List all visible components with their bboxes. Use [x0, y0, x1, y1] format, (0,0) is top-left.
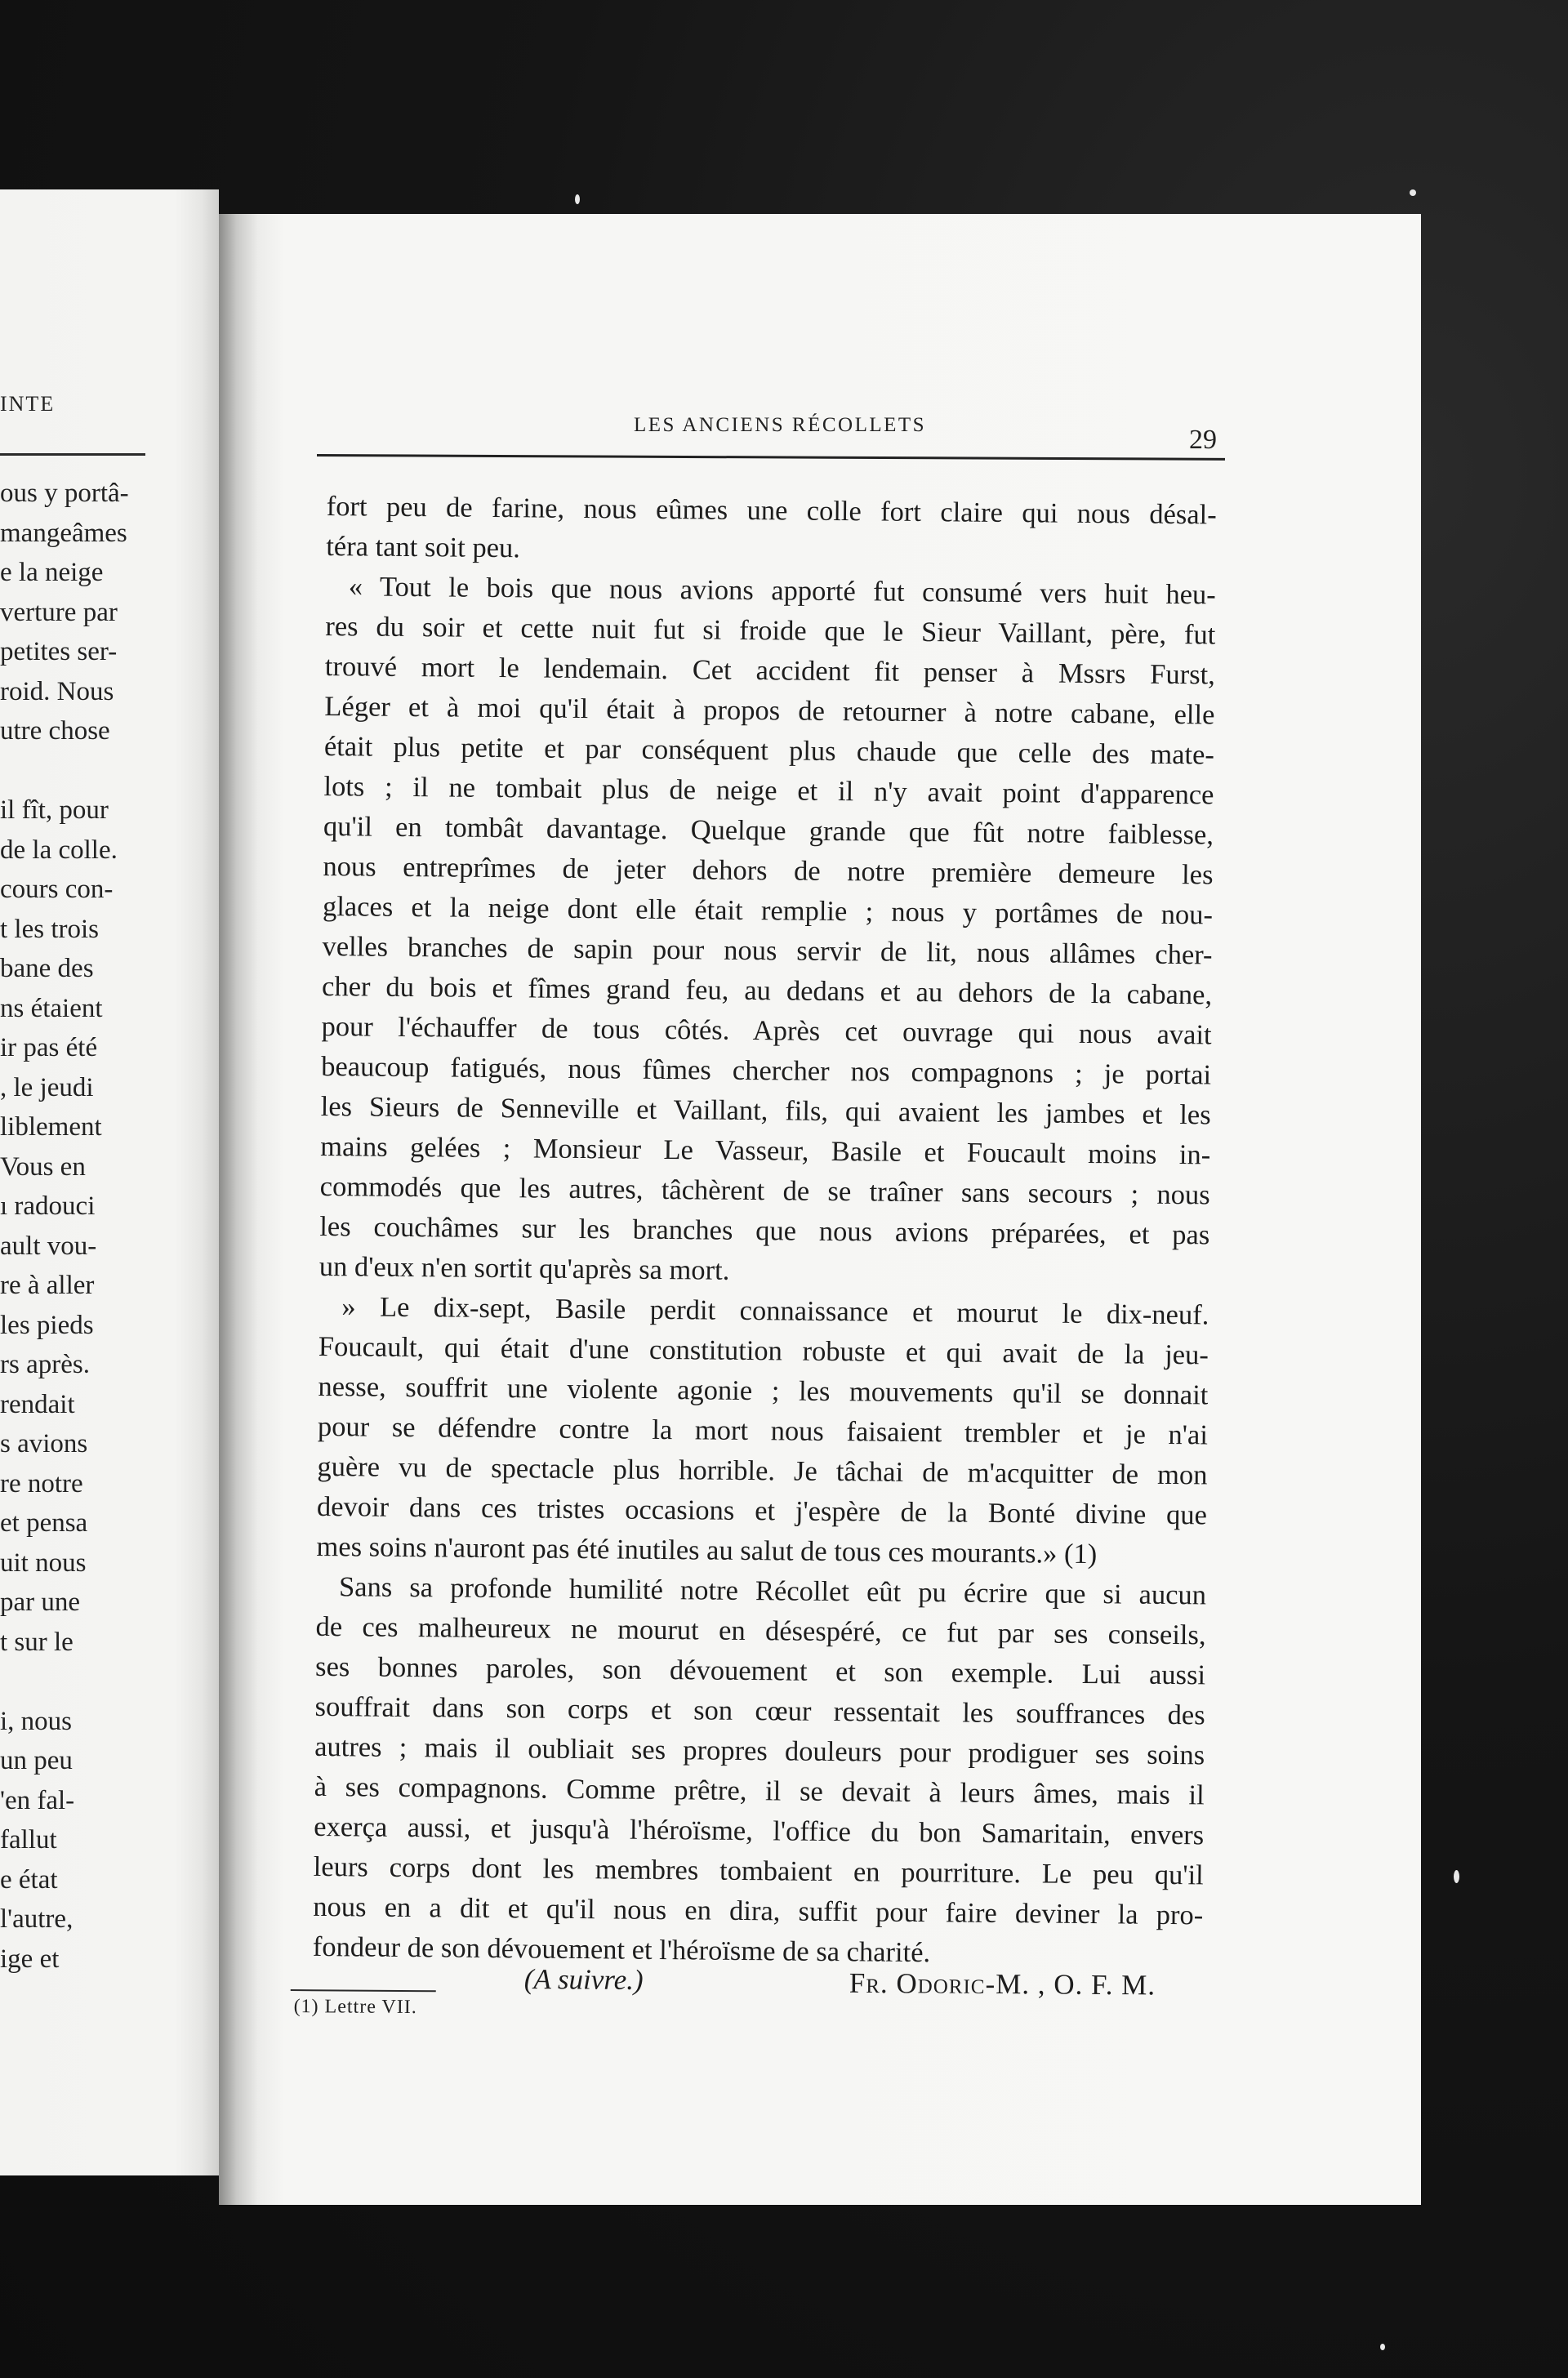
left-text-line: par une: [0, 1588, 81, 1617]
page-footer: [287, 1962, 1227, 2066]
text-line: velles branches de sapin pour nous servir de lit, nous allâmes cher-: [322, 930, 1213, 971]
text-line: autres ; mais il oubliait ses propres douleurs pour prodiguer ses soins: [314, 1730, 1205, 1771]
text-line: lots ; il ne tombait plus de neige et il n'y avait point d'apparence: [323, 770, 1214, 811]
scanner-speck: [575, 194, 580, 204]
text-line: ses bonnes paroles, son dévouement et son exemple. Lui aussi: [314, 1650, 1206, 1691]
left-text-line: bane des: [0, 954, 94, 983]
text-line: guère vu de spectacle plus horrible. Je tâchai de m'acquitter de mon: [317, 1450, 1208, 1491]
left-text-line: il fît, pour: [0, 795, 109, 825]
left-text-line: t sur le: [0, 1627, 74, 1657]
left-text-line: cours con-: [0, 875, 114, 904]
scanner-speck: [1380, 2344, 1385, 2350]
text-line: cher du bois et fîmes grand feu, au dedans et au dehors de la cabane,: [321, 970, 1213, 1011]
left-text-line: Vous en: [0, 1151, 86, 1182]
left-running-head: INTE: [0, 392, 56, 416]
body-text: [313, 487, 1217, 1975]
left-text-line: e état: [0, 1864, 58, 1895]
text-line: trouvé mort le lendemain. Cet accident fit penser à Mssrs Furst,: [324, 650, 1216, 691]
scanner-speck: [1454, 1870, 1459, 1883]
left-text-line: un peu: [0, 1746, 73, 1775]
text-line: les couchâmes sur les branches que nous avions préparées, et pas: [319, 1210, 1210, 1251]
left-text-line: [0, 1662, 147, 1702]
left-text-line: s avions: [0, 1429, 88, 1458]
page-number: 29: [1189, 425, 1217, 455]
text-line: nous entreprîmes de jeter dehors de notre première demeure les: [323, 850, 1214, 891]
left-text-line: rs après.: [0, 1350, 90, 1379]
text-line: nous en a dit et qu'il nous en dira, suffit pour faire deviner la pro-: [313, 1890, 1204, 1931]
text-line: glaces et la neige dont elle était remplie ; nous y portâmes de nou-: [322, 890, 1214, 931]
text-line: souffrait dans son corps et son cœur ressentait les souffrances des: [314, 1690, 1205, 1731]
left-text-line: verture par: [0, 597, 118, 627]
text-line: un d'eux n'en sortit qu'après sa mort.: [318, 1250, 730, 1286]
text-line: de ces malheureux ne mourut en désespéré, ce fut par ses conseils,: [315, 1610, 1206, 1651]
left-text-line: re à aller: [0, 1271, 95, 1300]
text-line: à ses compagnons. Comme prêtre, il se devait à leurs âmes, mais il: [314, 1770, 1205, 1811]
left-text-line: les pieds: [0, 1310, 94, 1340]
left-text-line: ns étaient: [0, 993, 103, 1023]
text-line: beaucoup fatigués, nous fûmes chercher nos compagnons ; je portai: [321, 1050, 1212, 1091]
text-line: « Tout le bois que nous avions apporté fut consumé vers huit heu-: [348, 571, 1216, 611]
left-text-line: t les trois: [0, 914, 99, 944]
left-text-line: uit nous: [0, 1547, 87, 1578]
text-line: commodés que les autres, tâchèrent de se traîner sans secours ; nous: [319, 1170, 1210, 1211]
continuation-note: (A suivre.): [523, 1963, 644, 1997]
left-page-text: [0, 474, 147, 1979]
left-text-line: ir pas été: [0, 1033, 98, 1062]
text-line: devoir dans ces tristes occasions et j'espère de la Bonté divine que: [316, 1490, 1208, 1531]
left-text-line: i, nous: [0, 1706, 73, 1736]
left-text-line: ı radouci: [0, 1191, 96, 1221]
text-line: mes soins n'auront pas été inutiles au salut de tous ces mourants.» (1): [316, 1530, 1098, 1570]
left-text-line: ous y portâ-: [0, 479, 129, 508]
left-text-line: et pensa: [0, 1508, 88, 1538]
left-text-line: e la neige: [0, 558, 104, 587]
text-line: exerça aussi, et jusqu'à l'héroïsme, l'office du bon Samaritain, envers: [314, 1810, 1205, 1851]
text-line: pour l'échauffer de tous côtés. Après cet ouvrage qui nous avait: [321, 1010, 1212, 1051]
left-text-line: liblement: [0, 1112, 102, 1142]
text-line: fort peu de farine, nous eûmes une colle fort claire qui nous désal-: [326, 490, 1217, 531]
text-line: mains gelées ; Monsieur Le Vasseur, Basile et Foucault moins in-: [320, 1130, 1211, 1171]
left-text-line: , le jeudi: [0, 1072, 94, 1102]
left-text-line: petites ser-: [0, 637, 118, 666]
text-line: était plus petite et par conséquent plus chaude que celle des mate-: [323, 730, 1215, 771]
text-line: les Sieurs de Senneville et Vaillant, fils, qui avaient les jambes et les: [320, 1090, 1211, 1131]
text-line: leurs corps dont les membres tombaient en pourriture. Le peu qu'il: [313, 1850, 1204, 1891]
left-text-line: utre chose: [0, 716, 110, 746]
text-line: » Le dix-sept, Basile perdit connaissance et mourut le dix-neuf.: [341, 1291, 1209, 1331]
left-text-line: [0, 751, 147, 791]
left-text-line: de la colle.: [0, 835, 118, 865]
text-line: Sans sa profonde humilité notre Récollet eût pu écrire que si aucun: [338, 1571, 1207, 1611]
author-signature: Fr. Odoric-M. , O. F. M.: [849, 1966, 1156, 2002]
footnote: (1) Lettre VII.: [293, 1996, 417, 2019]
text-line: qu'il en tombât davantage. Quelque grande que fût notre faiblesse,: [323, 810, 1214, 851]
left-text-line: fallut: [0, 1825, 57, 1855]
scanner-speck: [1410, 189, 1416, 196]
left-text-line: 'en fal-: [0, 1785, 75, 1815]
text-line: Foucault, qui était d'une constitution robuste et qui avait de la jeu-: [318, 1330, 1209, 1371]
left-text-line: ault vou-: [0, 1231, 97, 1261]
left-text-line: mangeâmes: [0, 518, 127, 548]
left-text-line: re notre: [0, 1468, 83, 1498]
text-line: téra tant soit peu.: [326, 530, 521, 564]
left-text-line: rendait: [0, 1389, 75, 1419]
left-text-line: l'autre,: [0, 1904, 74, 1934]
text-line: nesse, souffrit une violente agonie ; les mouvements qu'il se donnait: [318, 1370, 1209, 1411]
running-head: LES ANCIENS RÉCOLLETS: [634, 414, 927, 436]
text-line: res du soir et cette nuit fut si froide que le Sieur Vaillant, père, fut: [325, 610, 1216, 651]
left-header-rule: [0, 453, 145, 456]
text-line: fondeur de son dévouement et l'héroïsme de sa charité.: [312, 1930, 931, 1969]
text-line: pour se défendre contre la mort nous faisaient trembler et je n'ai: [317, 1410, 1209, 1451]
text-line: Léger et à moi qu'il était à propos de retourner à notre cabane, elle: [324, 690, 1215, 731]
left-text-line: roid. Nous: [0, 676, 114, 706]
left-text-line: ige et: [0, 1944, 60, 1974]
footnote-rule: [291, 1989, 436, 1992]
